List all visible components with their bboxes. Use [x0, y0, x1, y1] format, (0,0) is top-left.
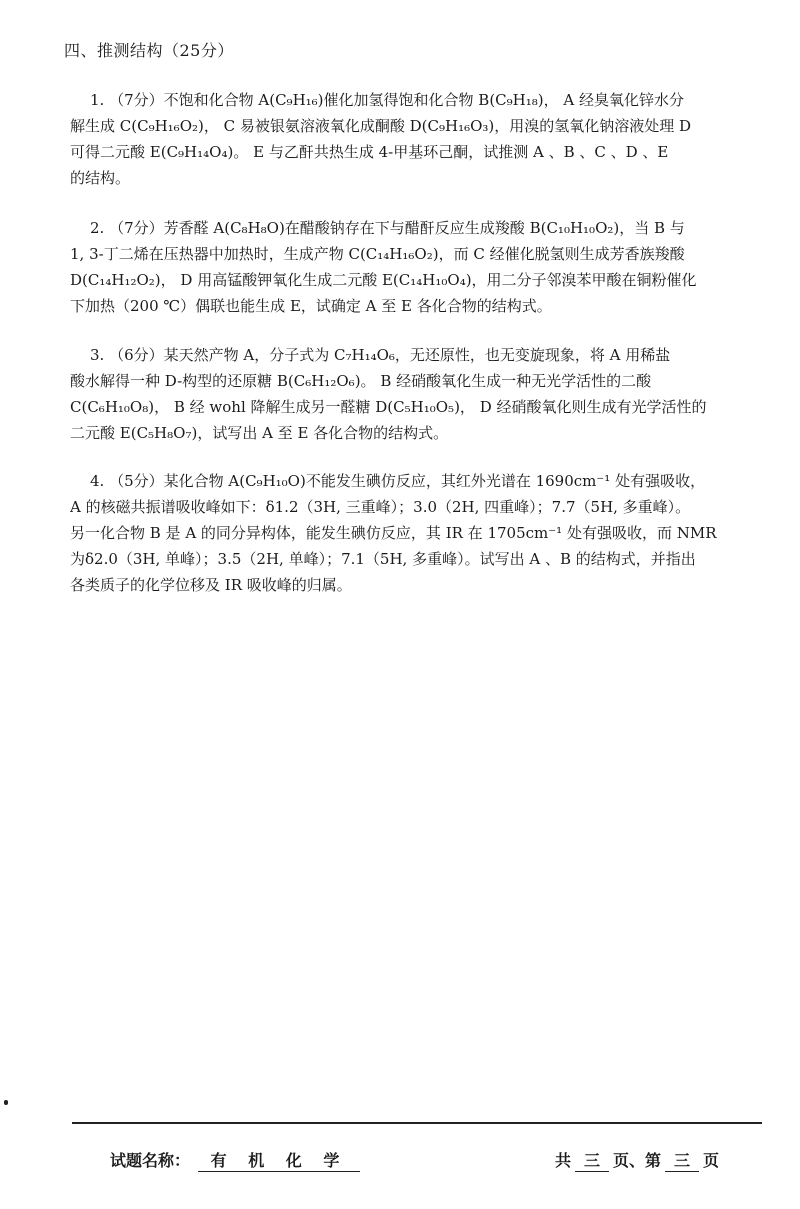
- total-pages: 三: [575, 1148, 609, 1172]
- problem-line: 酸水解得一种 D-构型的还原糖 B(C₆H₁₂O₆)。 B 经硝酸氧化生成一种无光学活性的二酸: [70, 372, 652, 390]
- problem-line: C(C₆H₁₀O₈)， B 经 wohl 降解生成另一醛糖 D(C₅H₁₀O₅)， D 经硝酸氧化则生成有光学活性的: [70, 398, 707, 416]
- problem-3: [70, 342, 760, 446]
- problem-line: 下加热（200 ℃）偶联也能生成 E，试确定 A 至 E 各化合物的结构式。: [70, 297, 552, 315]
- problem-line: 1, 3-丁二烯在压热器中加热时，生成产物 C(C₁₄H₁₆O₂)，而 C 经催化脱氢则生成芳香族羧酸: [70, 245, 685, 263]
- problem-2: [70, 215, 760, 319]
- current-page: 三: [665, 1148, 699, 1172]
- problem-line: 2. （7分）芳香醛 A(C₈H₈O)在醋酸钠存在下与醋酐反应生成羧酸 B(C₁₀H₁₀O₂)，当 B 与: [90, 219, 685, 237]
- problem-line: 的结构。: [70, 169, 131, 187]
- problem-line: 可得二元酸 E(C₉H₁₄O₄)。 E 与乙酐共热生成 4-甲基环己酮，试推测 A 、B 、C 、D 、E: [70, 143, 669, 161]
- problem-line: 为δ2.0（3H, 单峰）；3.5（2H, 单峰）；7.1（5H, 多重峰）。试写出 A 、B 的结构式，并指出: [70, 550, 696, 568]
- page-mid: 页、第: [613, 1151, 662, 1170]
- problem-line: 4. （5分）某化合物 A(C₉H₁₀O)不能发生碘仿反应，其红外光谱在 1690cm⁻¹ 处有强吸收，: [90, 472, 706, 490]
- subject-value: 有 机 化 学: [198, 1148, 360, 1172]
- problem-line: D(C₁₄H₁₂O₂)， D 用高锰酸钾氧化生成二元酸 E(C₁₄H₁₀O₄)，用二分子邻溴苯甲酸在铜粉催化: [70, 271, 697, 289]
- problem-line: 3. （6分）某天然产物 A，分子式为 C₇H₁₄O₆，无还原性，也无变旋现象，将 A 用稀盐: [90, 346, 671, 364]
- problem-line: 1. （7分）不饱和化合物 A(C₉H₁₆)催化加氢得饱和化合物 B(C₉H₁₈)， A 经臭氧化锌水分: [90, 91, 684, 109]
- problem-line: 二元酸 E(C₅H₈O₇)，试写出 A 至 E 各化合物的结构式。: [70, 424, 449, 442]
- problem-line: 解生成 C(C₉H₁₆O₂)， C 易被银氨溶液氧化成酮酸 D(C₉H₁₆O₃)，用溴的氢氧化钠溶液处理 D: [70, 117, 692, 135]
- problem-line: A 的核磁共振谱吸收峰如下：δ1.2（3H, 三重峰）；3.0（2H, 四重峰）；7.7（5H, 多重峰）。: [70, 498, 691, 516]
- page-suffix: 页: [703, 1151, 720, 1170]
- problem-line: 另一化合物 B 是 A 的同分异构体，能发生碘仿反应，其 IR 在 1705cm⁻¹ 处有强吸收，而 NMR: [70, 524, 717, 542]
- scan-speck: [4, 1100, 8, 1105]
- problem-line: 各类质子的化学位移及 IR 吸收峰的归属。: [70, 576, 352, 594]
- problem-1: [70, 87, 760, 191]
- problem-4: [70, 468, 760, 598]
- footer-subject: [110, 1148, 360, 1172]
- footer-pagination: [555, 1148, 719, 1172]
- footer-divider: [72, 1122, 762, 1124]
- section-title: 四、推测结构（25分）: [64, 41, 234, 60]
- subject-label: 试题名称：: [110, 1151, 191, 1170]
- total-prefix: 共: [555, 1151, 572, 1170]
